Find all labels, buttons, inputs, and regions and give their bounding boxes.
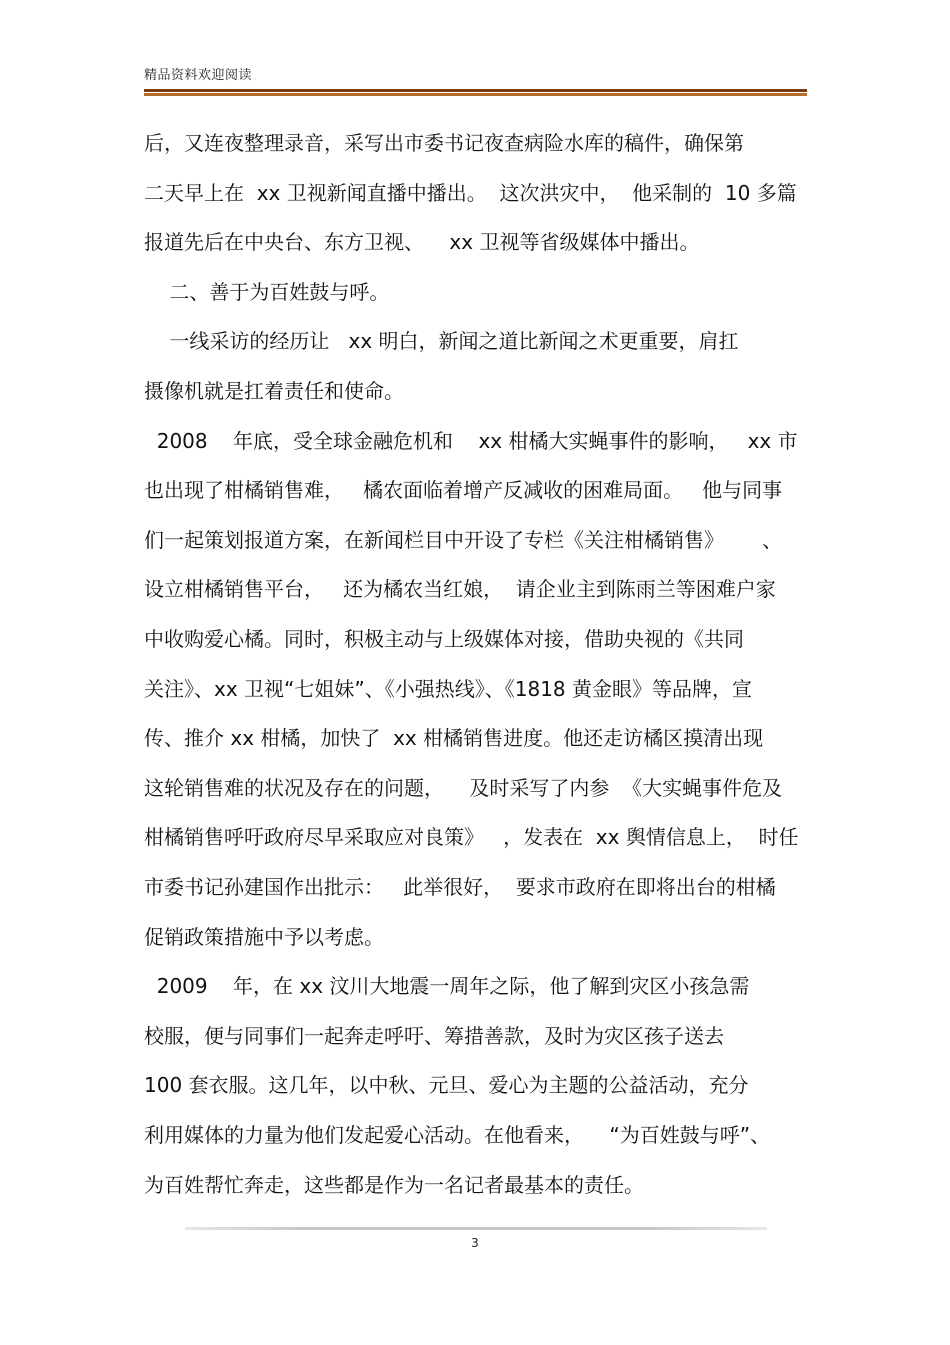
body-line: 一线采访的经历让 xx 明白，新闻之道比新闻之术更重要，肩扛: [144, 329, 739, 353]
footer-rule: [185, 1227, 767, 1230]
body-line: 后，又连夜整理录音，采写出市委书记夜查病险水库的稿件，确保第: [144, 131, 744, 155]
body-line: 们一起策划报道方案，在新闻栏目中开设了专栏《关注柑橘销售》 、: [144, 528, 783, 552]
body-line: 市委书记孙建国作出批示： 此举很好， 要求市政府在即将出台的柑橘: [144, 875, 776, 899]
body-line: 2009 年，在 xx 汶川大地震一周年之际，他了解到灾区小孩急需: [144, 974, 750, 998]
body-line: 设立柑橘销售平台， 还为橘农当红娘， 请企业主到陈雨兰等困难户家: [144, 577, 776, 601]
header-rule: [144, 89, 807, 96]
body-line: 100 套衣服。这几年，以中秋、元旦、爱心为主题的公益活动，充分: [144, 1073, 749, 1097]
body-line: 传、推介 xx 柑橘，加快了 xx 柑橘销售进度。他还走访橘区摸清出现: [144, 726, 764, 750]
body-line: 柑橘销售呼吁政府尽早采取应对良策》 ，发表在 xx 舆情信息上， 时任: [144, 825, 799, 849]
body-line: 为百姓帮忙奔走，这些都是作为一名记者最基本的责任。: [144, 1173, 644, 1197]
body-line: 中收购爱心橘。同时，积极主动与上级媒体对接，借助央视的《共同: [144, 627, 744, 651]
page-header-text: 精品资料欢迎阅读: [144, 68, 253, 83]
body-line: 这轮销售难的状况及存在的问题， 及时采写了内参 《大实蝇事件危及: [144, 776, 783, 800]
body-line: 利用媒体的力量为他们发起爱心活动。在他看来， “为百姓鼓与呼”、: [144, 1123, 771, 1147]
page-number: 3: [471, 1236, 479, 1250]
body-line: 关注》、xx 卫视“七姐妹”、《小强热线》、《1818 黄金眼》等品牌，宣: [144, 677, 753, 701]
body-line: 2008 年底，受全球金融危机和 xx 柑橘大实蝇事件的影响， xx 市: [144, 429, 798, 453]
body-line: 二、善于为百姓鼓与呼。: [144, 280, 390, 304]
body-line: 校服，便与同事们一起奔走呼吁、筹措善款，及时为灾区孩子送去: [144, 1024, 724, 1048]
body-line: 也出现了柑橘销售难， 橘农面临着增产反减收的困难局面。 他与同事: [144, 478, 783, 502]
body-line: 摄像机就是扛着责任和使命。: [144, 379, 404, 403]
body-line: 促销政策措施中予以考虑。: [144, 925, 384, 949]
body-line: 报道先后在中央台、东方卫视、 xx 卫视等省级媒体中播出。: [144, 230, 700, 254]
body-line: 二天早上在 xx 卫视新闻直播中播出。 这次洪灾中， 他采制的 10 多篇: [144, 181, 797, 205]
